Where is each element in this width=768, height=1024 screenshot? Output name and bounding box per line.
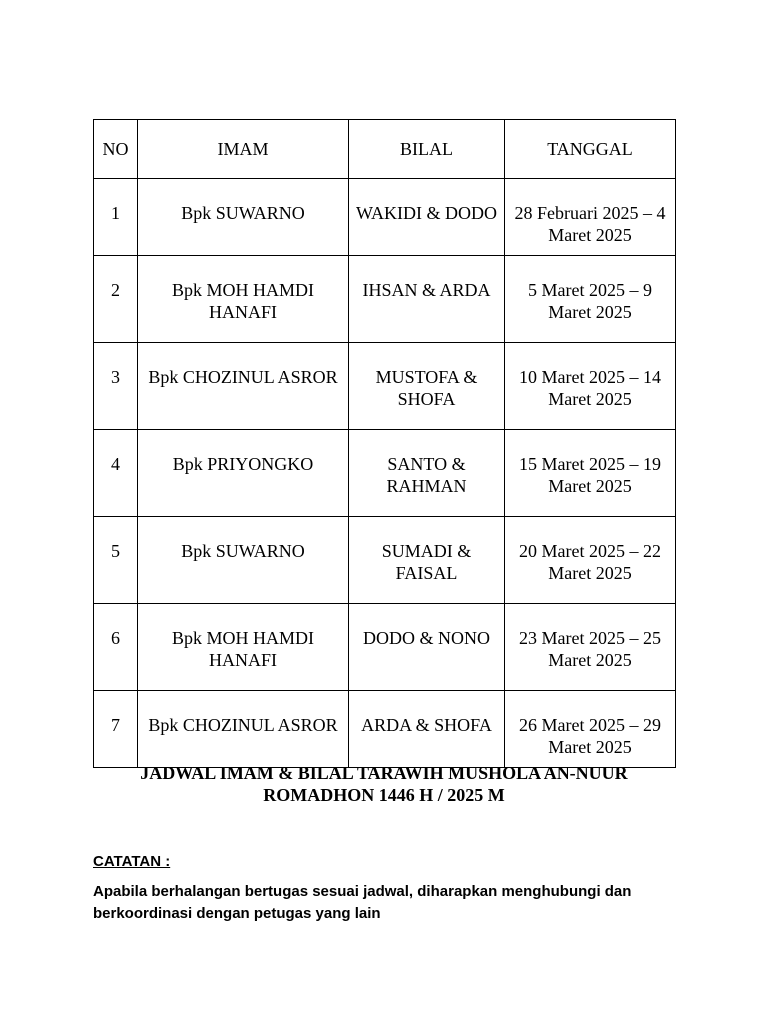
cell-imam: Bpk MOH HAMDI HANAFI (138, 256, 349, 343)
cell-bilal: ARDA & SHOFA (349, 691, 505, 768)
title-line-1: JADWAL IMAM & BILAL TARAWIH MUSHOLA AN-NUUR (140, 763, 628, 783)
cell-no: 5 (94, 517, 138, 604)
table-row (94, 179, 676, 256)
cell-bilal: WAKIDI & DODO (349, 179, 505, 256)
notes-body: Apabila berhalangan bertugas sesuai jadwal, diharapkan menghubungi dan berkoordinasi dengan petugas yang lain (93, 883, 632, 922)
cell-no: 1 (94, 179, 138, 256)
cell-tanggal: 23 Maret 2025 – 25 Maret 2025 (505, 604, 676, 691)
header-bilal: BILAL (349, 120, 505, 179)
table-row (94, 430, 676, 517)
header-imam: IMAM (138, 120, 349, 179)
cell-tanggal: 26 Maret 2025 – 29 Maret 2025 (505, 691, 676, 768)
table-header-row (94, 120, 676, 179)
cell-no: 3 (94, 343, 138, 430)
cell-bilal: SUMADI & FAISAL (349, 517, 505, 604)
cell-imam: Bpk CHOZINUL ASROR (138, 691, 349, 768)
cell-no: 6 (94, 604, 138, 691)
cell-bilal: SANTO & RAHMAN (349, 430, 505, 517)
cell-no: 7 (94, 691, 138, 768)
notes-heading: CATATAN : (93, 853, 171, 870)
table-row (94, 691, 676, 768)
table-row (94, 256, 676, 343)
cell-tanggal: 10 Maret 2025 – 14 Maret 2025 (505, 343, 676, 430)
cell-tanggal: 15 Maret 2025 – 19 Maret 2025 (505, 430, 676, 517)
cell-bilal: IHSAN & ARDA (349, 256, 505, 343)
schedule-title (93, 762, 675, 806)
cell-imam: Bpk CHOZINUL ASROR (138, 343, 349, 430)
header-no: NO (94, 120, 138, 179)
cell-imam: Bpk PRIYONGKO (138, 430, 349, 517)
cell-no: 4 (94, 430, 138, 517)
cell-bilal: MUSTOFA & SHOFA (349, 343, 505, 430)
cell-imam: Bpk SUWARNO (138, 179, 349, 256)
cell-tanggal: 20 Maret 2025 – 22 Maret 2025 (505, 517, 676, 604)
cell-imam: Bpk SUWARNO (138, 517, 349, 604)
table-row (94, 604, 676, 691)
schedule-table (93, 119, 676, 768)
cell-bilal: DODO & NONO (349, 604, 505, 691)
table-row (94, 343, 676, 430)
cell-no: 2 (94, 256, 138, 343)
title-line-2: ROMADHON 1446 H / 2025 M (263, 785, 505, 805)
header-tanggal: TANGGAL (505, 120, 676, 179)
cell-tanggal: 28 Februari 2025 – 4 Maret 2025 (505, 179, 676, 256)
cell-tanggal: 5 Maret 2025 – 9 Maret 2025 (505, 256, 676, 343)
table-row (94, 517, 676, 604)
cell-imam: Bpk MOH HAMDI HANAFI (138, 604, 349, 691)
